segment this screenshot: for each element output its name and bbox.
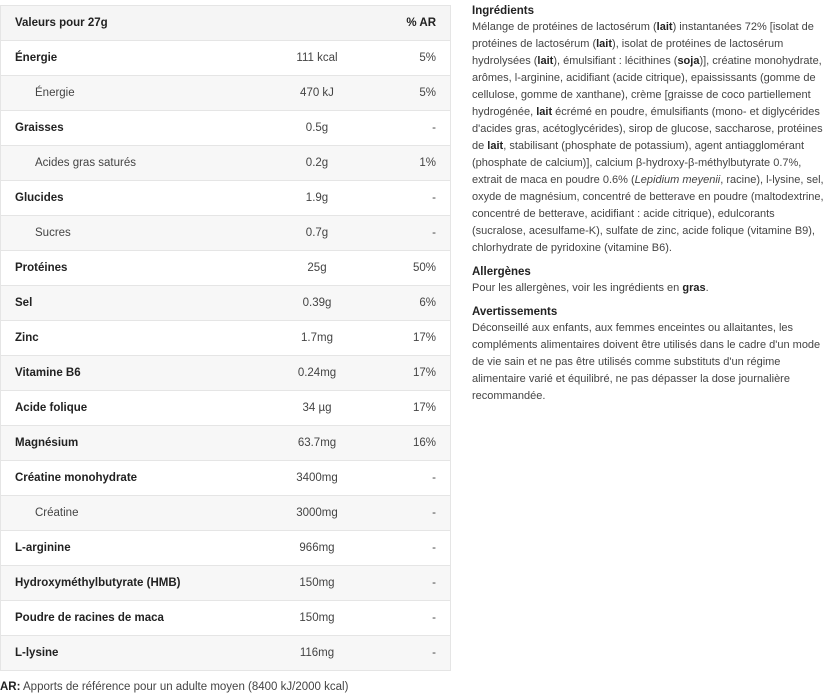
nutrient-pct-ar: - <box>388 111 450 146</box>
ingredients-segment: écrémé en poudre, émulsifiants (mono- et diglycérides d'acides gras, acétoglycérides), sirop de glucose, saccharose, protéines de <box>472 106 823 152</box>
nutrition-row <box>1 391 450 426</box>
nutrient-name: Hydroxyméthylbutyrate (HMB) <box>1 566 246 601</box>
nutrient-name: L-lysine <box>1 636 246 671</box>
table-header-row <box>1 6 450 41</box>
nutrient-pct-ar: 17% <box>388 391 450 426</box>
nutrient-name: Acides gras saturés <box>1 146 246 181</box>
nutrition-row <box>1 146 450 181</box>
ingredients-segment: ), isolat de protéines de lactosérum hydrolysées ( <box>472 38 784 67</box>
allergens-text <box>472 280 830 297</box>
nutrient-value: 116mg <box>246 636 388 671</box>
nutrition-row <box>1 251 450 286</box>
nutrient-pct-ar: - <box>388 636 450 671</box>
nutrient-name: Graisses <box>1 111 246 146</box>
nutrient-value: 111 kcal <box>246 41 388 76</box>
ingredients-text <box>472 19 830 257</box>
nutrient-name: Créatine <box>1 496 246 531</box>
warnings-text: Déconseillé aux enfants, aux femmes enceintes ou allaitantes, les compléments alimentaires doivent être utilisés dans le cadre d'un mode de vie sain et ne pas être utilisés comme substituts d'un régime alimentaire varié et équilibré, ne pas dépasser la dose journalière recommandée. <box>472 322 821 402</box>
nutrient-pct-ar: 17% <box>388 321 450 356</box>
nutrient-pct-ar: - <box>388 531 450 566</box>
nutrient-value: 3400mg <box>246 461 388 496</box>
allergens-title: Allergènes <box>472 266 531 278</box>
allergens-bold-word: gras <box>682 282 706 294</box>
nutrient-pct-ar: 16% <box>388 426 450 461</box>
nutrient-value: 3000mg <box>246 496 388 531</box>
ingredients-segment: Lepidium meyenii <box>634 174 721 186</box>
allergen-highlight: soja <box>677 55 700 67</box>
nutrient-value: 150mg <box>246 566 388 601</box>
nutrient-name: Vitamine B6 <box>1 356 246 391</box>
nutrition-row <box>1 356 450 391</box>
nutrient-name: Sucres <box>1 216 246 251</box>
nutrition-row <box>1 496 450 531</box>
nutrition-row <box>1 181 450 216</box>
header-value <box>246 6 388 41</box>
nutrient-name: Poudre de racines de maca <box>1 601 246 636</box>
ingredients-segment: )], créatine monohydrate, arômes, l-arginine, acidifiant (acide citrique), epaississants (gomme de cellulose, gomme de xanthane), crème [graisse de coco partiellement hydrogénée, <box>472 55 822 118</box>
footnote-abbr: AR: <box>0 681 21 693</box>
ingredients-title: Ingrédients <box>472 5 534 17</box>
nutrition-table-container <box>0 5 451 671</box>
nutrient-value: 0.39g <box>246 286 388 321</box>
ar-footnote <box>0 681 348 693</box>
nutrient-pct-ar: - <box>388 461 450 496</box>
nutrient-pct-ar: 50% <box>388 251 450 286</box>
nutrient-value: 150mg <box>246 601 388 636</box>
allergen-highlight: lait <box>596 38 613 50</box>
nutrient-value: 63.7mg <box>246 426 388 461</box>
nutrient-name: Zinc <box>1 321 246 356</box>
nutrient-name: L-arginine <box>1 531 246 566</box>
nutrient-pct-ar: - <box>388 601 450 636</box>
nutrition-row <box>1 111 450 146</box>
nutrient-pct-ar: - <box>388 216 450 251</box>
nutrient-pct-ar: - <box>388 181 450 216</box>
nutrition-row <box>1 216 450 251</box>
nutrient-value: 0.5g <box>246 111 388 146</box>
nutrient-pct-ar: 5% <box>388 76 450 111</box>
allergen-highlight: lait <box>536 106 553 118</box>
nutrient-value: 966mg <box>246 531 388 566</box>
allergen-highlight: lait <box>656 21 673 33</box>
nutrient-pct-ar: 5% <box>388 41 450 76</box>
allergens-text-body: Pour les allergènes, voir les ingrédients en <box>472 282 683 294</box>
nutrition-row <box>1 601 450 636</box>
nutrient-name: Protéines <box>1 251 246 286</box>
nutrition-row <box>1 531 450 566</box>
ingredients-segment: , stabilisant (phosphate de potassium), agent antiagglomérant (phosphate de calcium)], calcium β-hydroxy-β-méthylbutyrate 0.7%, extrait de maca en poudre 0.6% ( <box>472 140 805 186</box>
nutrient-name: Acide folique <box>1 391 246 426</box>
allergens-text-end: . <box>705 282 709 294</box>
allergen-highlight: lait <box>487 140 504 152</box>
nutrient-name: Énergie <box>1 41 246 76</box>
nutrient-value: 1.9g <box>246 181 388 216</box>
nutrient-name: Énergie <box>1 76 246 111</box>
nutrient-value: 0.24mg <box>246 356 388 391</box>
nutrient-value: 34 µg <box>246 391 388 426</box>
nutrient-name: Glucides <box>1 181 246 216</box>
ingredients-segment: ), émulsifiant : lécithines ( <box>553 55 678 67</box>
nutrient-pct-ar: - <box>388 496 450 531</box>
nutrient-pct-ar: - <box>388 566 450 601</box>
nutrition-table <box>1 6 450 670</box>
nutrient-value: 470 kJ <box>246 76 388 111</box>
nutrient-name: Créatine monohydrate <box>1 461 246 496</box>
header-pct-ar: % AR <box>388 6 450 41</box>
nutrition-row <box>1 286 450 321</box>
nutrient-pct-ar: 17% <box>388 356 450 391</box>
nutrient-value: 0.7g <box>246 216 388 251</box>
footnote-text: Apports de référence pour un adulte moyen (8400 kJ/2000 kcal) <box>20 681 349 693</box>
nutrient-pct-ar: 1% <box>388 146 450 181</box>
nutrition-row <box>1 76 450 111</box>
nutrition-row <box>1 566 450 601</box>
ingredients-segment: , racine), l-lysine, sel, oxyde de magnésium, concentré de betterave en poudre (maltodextrine, concentré de betterave, acidifiant : acide citrique), edulcorants (sucralose, acesulfame-K), sulfate de zinc, acide folique (vitamine B9), chlorhydrate de pyridoxine (vitamine B6). <box>472 174 824 254</box>
nutrition-row <box>1 426 450 461</box>
nutrition-row <box>1 41 450 76</box>
ingredients-segment: ) instantanées 72% [isolat de protéines de lactosérum ( <box>472 21 814 50</box>
nutrition-row <box>1 321 450 356</box>
nutrient-value: 0.2g <box>246 146 388 181</box>
allergen-highlight: lait <box>537 55 554 67</box>
product-info-panel <box>472 3 830 412</box>
ingredients-segment: Mélange de protéines de lactosérum ( <box>472 21 657 33</box>
nutrient-pct-ar: 6% <box>388 286 450 321</box>
nutrition-row <box>1 636 450 671</box>
nutrient-value: 1.7mg <box>246 321 388 356</box>
warnings-title: Avertissements <box>472 306 558 318</box>
header-serving: Valeurs pour 27g <box>1 6 246 41</box>
nutrient-value: 25g <box>246 251 388 286</box>
nutrition-row <box>1 461 450 496</box>
nutrient-name: Sel <box>1 286 246 321</box>
nutrient-name: Magnésium <box>1 426 246 461</box>
